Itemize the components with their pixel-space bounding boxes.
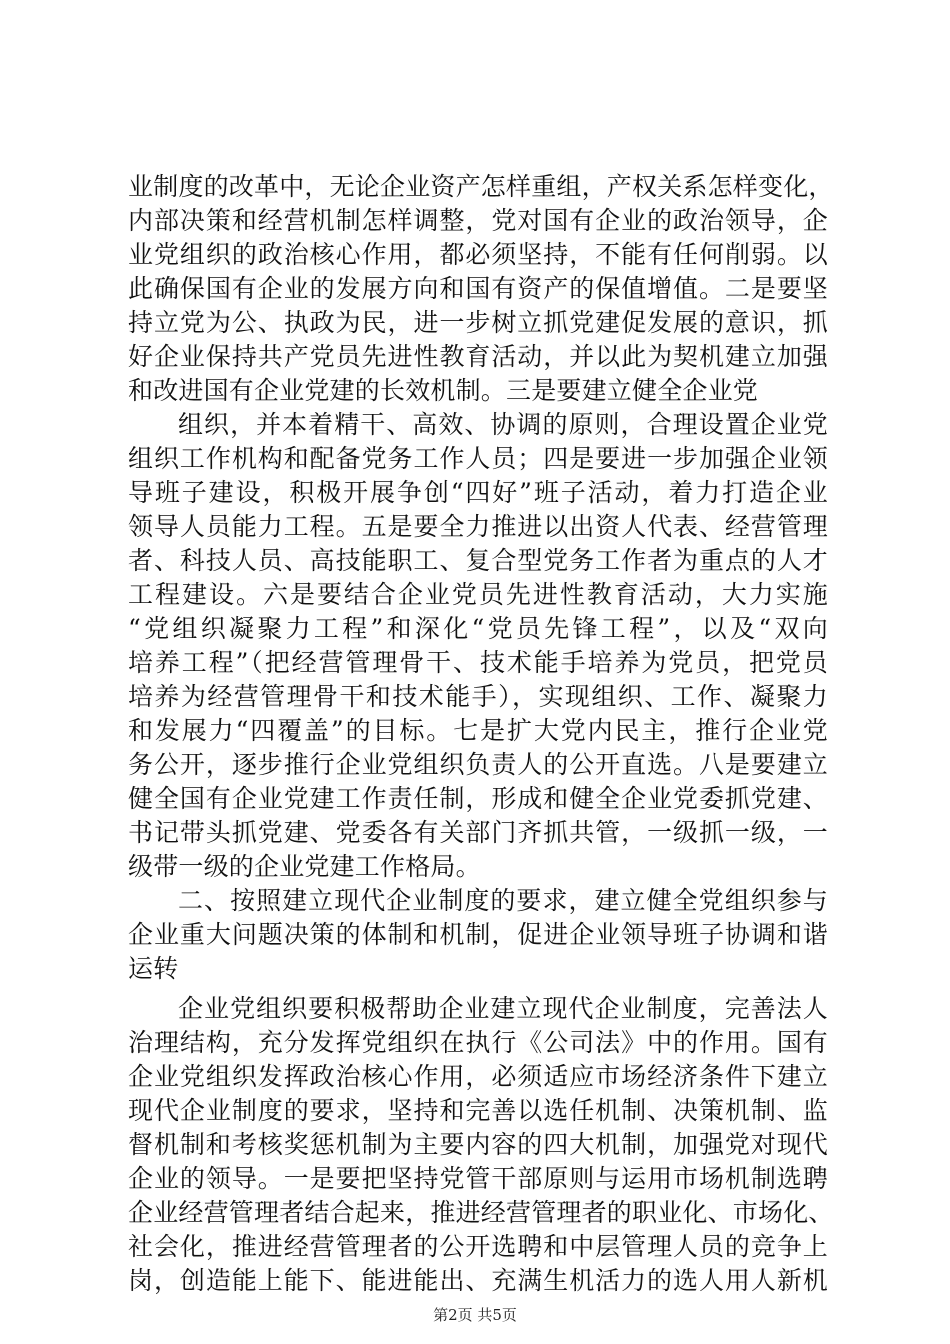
text-line: 工程建设。六是要结合企业党员先进性教育活动，大力实施	[128, 580, 828, 609]
text-line: 岗，创造能上能下、能进能出、充满生机活力的选人用人新机	[128, 1266, 828, 1295]
text-line: 业制度的改革中，无论企业资产怎样重组，产权关系怎样变化，	[128, 172, 834, 201]
text-line: 培养为经营管理骨干和技术能手），实现组织、工作、凝聚力	[128, 682, 828, 711]
text-line: 持立党为公、执政为民，进一步树立抓党建促发展的意识，抓	[128, 308, 828, 337]
page-number-footer: 第2页 共5页	[433, 1306, 517, 1324]
text-line: 级带一级的企业党建工作格局。	[128, 852, 481, 881]
text-line: 和发展力“四覆盖”的目标。七是扩大党内民主，推行企业党	[128, 716, 828, 745]
text-line: 书记带头抓党建、党委各有关部门齐抓共管，一级抓一级，一	[128, 818, 828, 847]
text-line: 现代企业制度的要求，坚持和完善以选任机制、决策机制、监	[128, 1096, 828, 1125]
text-line: 企业经营管理者结合起来，推进经营管理者的职业化、市场化、	[128, 1198, 834, 1227]
text-line: 业党组织的政治核心作用，都必须坚持，不能有任何削弱。以	[128, 240, 828, 269]
text-line: 者、科技人员、高技能职工、复合型党务工作者为重点的人才	[128, 546, 828, 575]
text-line: “党组织凝聚力工程”和深化“党员先锋工程”，以及“双向	[128, 614, 828, 643]
text-line: 组织，并本着精干、高效、协调的原则，合理设置企业党	[178, 410, 828, 439]
text-line: 培养工程”（把经营管理骨干、技术能手培养为党员，把党员	[128, 648, 828, 677]
text-line: 组织工作机构和配备党务工作人员；四是要进一步加强企业领	[128, 444, 828, 473]
text-line: 和改进国有企业党建的长效机制。三是要建立健全企业党	[128, 376, 759, 405]
text-line: 企业党组织要积极帮助企业建立现代企业制度，完善法人	[178, 994, 828, 1023]
text-line: 好企业保持共产党员先进性教育活动，并以此为契机建立加强	[128, 342, 828, 371]
text-line: 务公开，逐步推行企业党组织负责人的公开直选。八是要建立	[128, 750, 828, 779]
text-line: 治理结构，充分发挥党组织在执行《公司法》中的作用。国有	[128, 1028, 828, 1057]
text-line: 内部决策和经营机制怎样调整，党对国有企业的政治领导，企	[128, 206, 828, 235]
text-line: 领导人员能力工程。五是要全力推进以出资人代表、经营管理	[128, 512, 828, 541]
text-line: 此确保国有企业的发展方向和国有资产的保值增值。二是要坚	[128, 274, 828, 303]
text-line: 健全国有企业党建工作责任制，形成和健全企业党委抓党建、	[128, 784, 828, 813]
text-line: 企业的领导。一是要把坚持党管干部原则与运用市场机制选聘	[128, 1164, 828, 1193]
text-line: 督机制和考核奖惩机制为主要内容的四大机制，加强党对现代	[128, 1130, 828, 1159]
text-line: 社会化，推进经营管理者的公开选聘和中层管理人员的竞争上	[128, 1232, 828, 1261]
section-heading-line: 企业重大问题决策的体制和机制，促进企业领导班子协调和谐	[128, 920, 828, 949]
text-line: 企业党组织发挥政治核心作用，必须适应市场经济条件下建立	[128, 1062, 828, 1091]
text-line: 导班子建设，积极开展争创“四好”班子活动，着力打造企业	[128, 478, 828, 507]
section-heading-line: 运转	[128, 954, 179, 983]
section-heading-line: 二、按照建立现代企业制度的要求，建立健全党组织参与	[178, 886, 828, 915]
